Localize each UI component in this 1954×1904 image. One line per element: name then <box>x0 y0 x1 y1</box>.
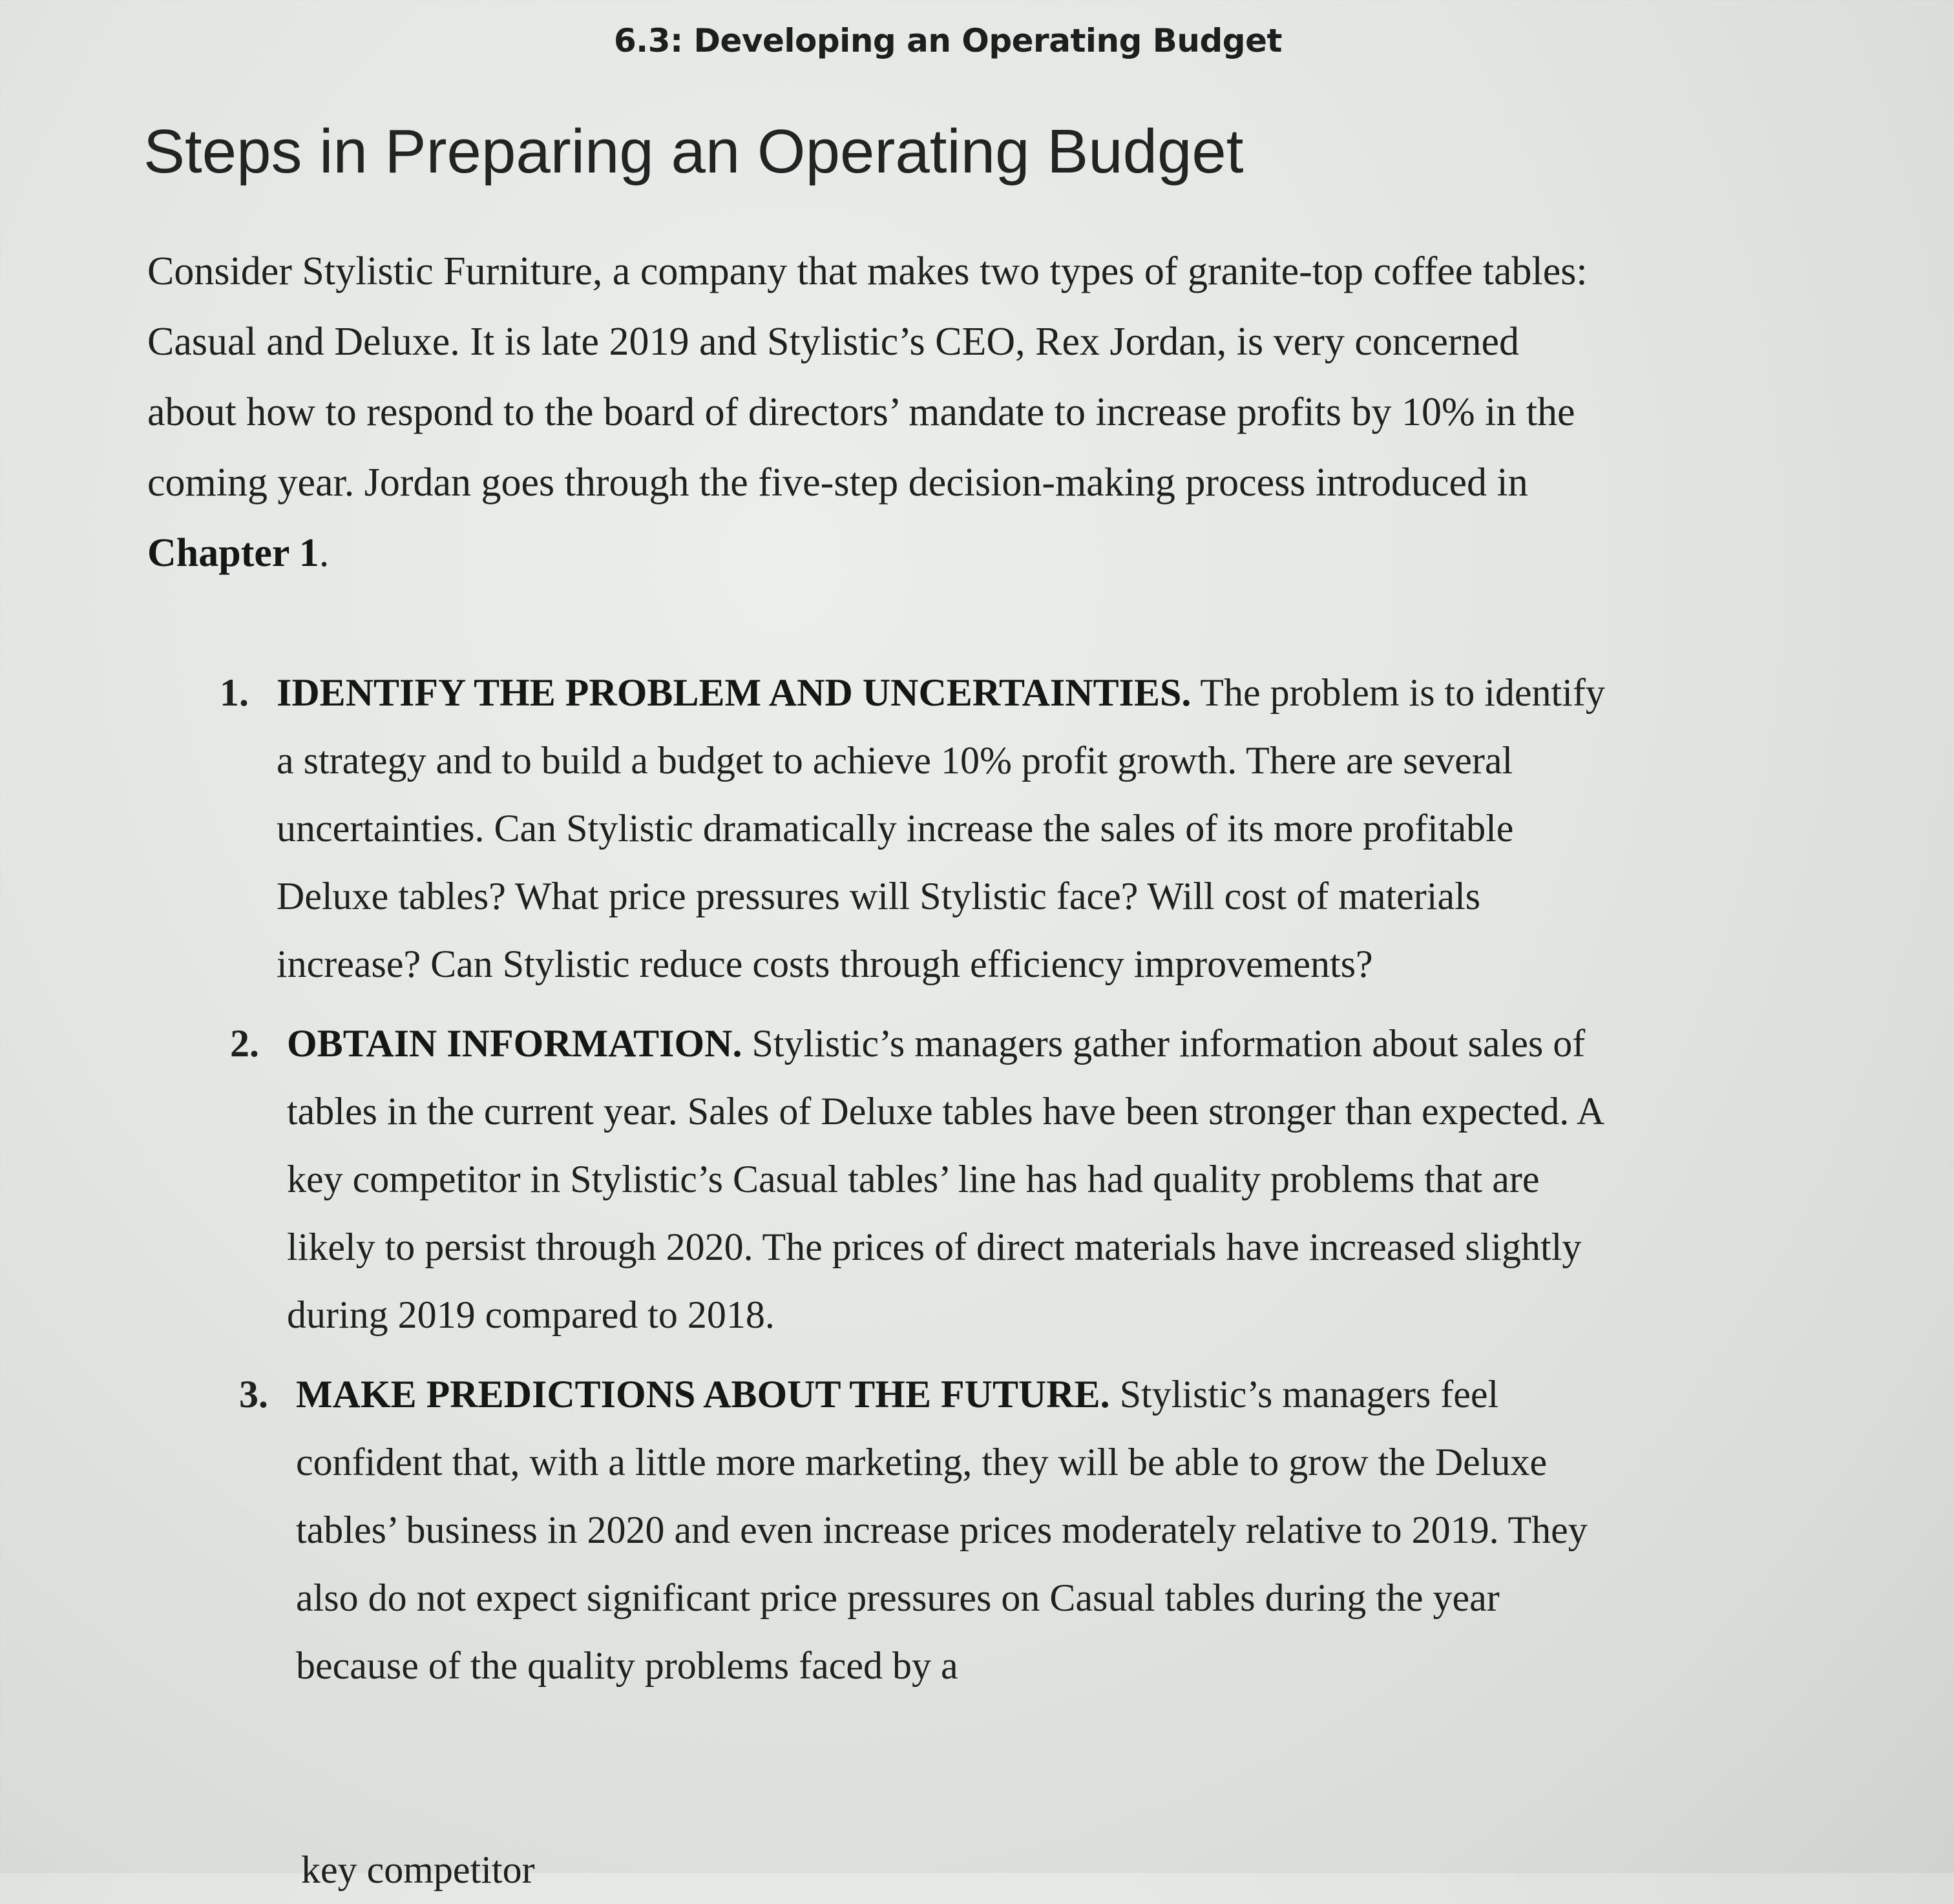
chapter-reference-link[interactable]: Chapter 1 <box>147 531 319 575</box>
intro-text-end: . <box>319 531 330 575</box>
step-make-predictions <box>239 1361 1609 1700</box>
section-title: Steps in Preparing an Operating Budget <box>143 117 1244 186</box>
decision-steps-list <box>220 659 1609 1700</box>
cut-off-text-line: key competitor <box>301 1848 535 1891</box>
step-identify-problem <box>220 659 1609 998</box>
step-heading: OBTAIN INFORMATION. <box>287 1022 742 1065</box>
intro-paragraph <box>147 236 1608 589</box>
step-body: Stylistic’s managers gather information about sales of tables in the current year. Sales of Deluxe tables have been stronger than expected. A key competitor in Stylistic’s Casual tables’ line has had quality problems that are likely to persist through 2020. The prices of direct materials have increased slightly during 2019 compared to 2018. <box>287 1022 1602 1336</box>
step-heading: MAKE PREDICTIONS ABOUT THE FUTURE. <box>296 1373 1110 1416</box>
step-body: Stylistic’s managers feel confident that, with a little more marketing, they will be able to grow the Deluxe tables’ business in 2020 and even increase prices moderately relative to 2019. They also do not expect significant price pressures on Casual tables during the year because of the quality problems faced by a <box>296 1373 1588 1687</box>
intro-text: Consider Stylistic Furniture, a company that makes two types of granite-top coffee tables: Casual and Deluxe. It is late 2019 and Stylistic’s CEO, Rex Jordan, is very concerned about how to respond to the board of directors’ mandate to increase profits by 10% in the coming year. Jordan goes through the five-step decision-making process introduced in <box>147 249 1588 505</box>
step-obtain-information <box>230 1010 1609 1349</box>
running-header: 6.3: Developing an Operating Budget <box>614 22 1282 59</box>
step-heading: IDENTIFY THE PROBLEM AND UNCERTAINTIES. <box>277 671 1192 714</box>
step-number: 3. <box>239 1373 268 1416</box>
step-body: The problem is to identify a strategy and to build a budget to achieve 10% profit growth. There are several uncertainties. Can Stylistic dramatically increase the sales of its more profitable Deluxe tables? What price pressures will Stylistic face? Will cost of materials increase? Can Stylistic reduce costs through efficiency improvements? <box>277 671 1605 985</box>
step-number: 1. <box>220 671 249 714</box>
step-number: 2. <box>230 1022 259 1065</box>
